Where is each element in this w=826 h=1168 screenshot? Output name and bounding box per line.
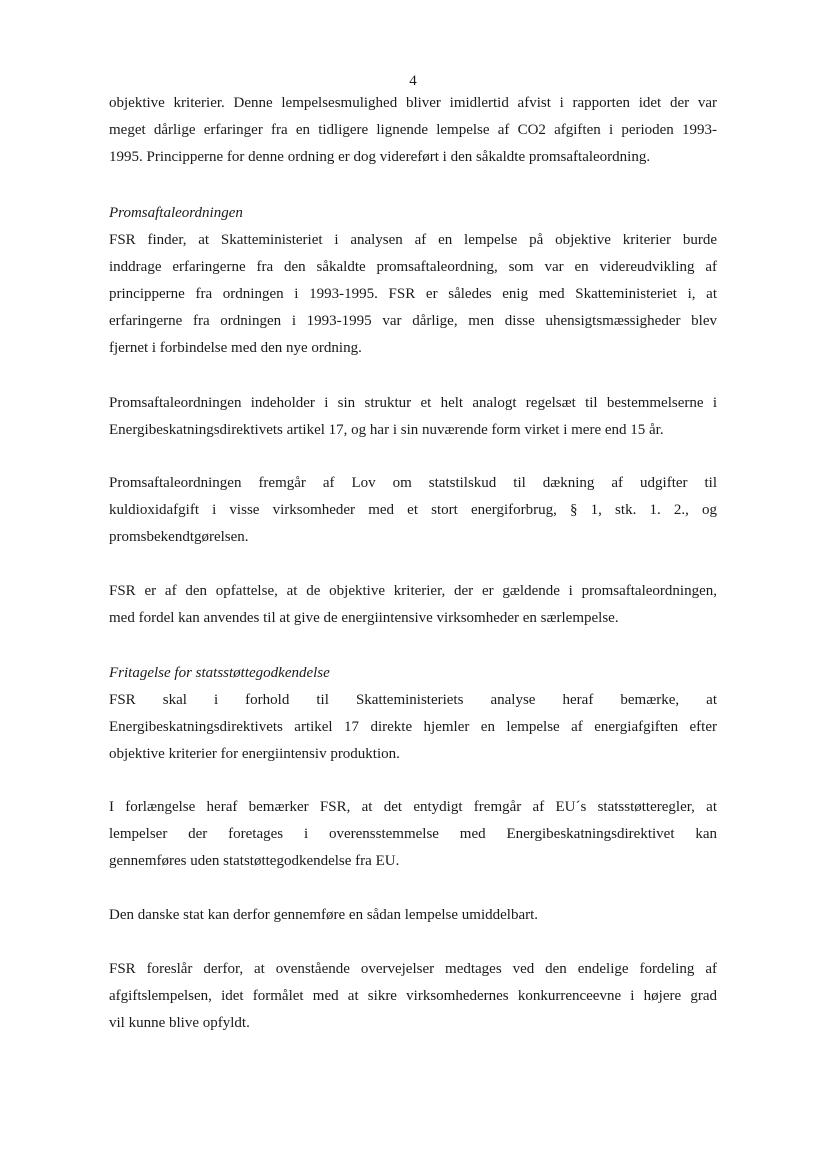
paragraph-5 (109, 578, 717, 632)
paragraph-line: principperne fra ordningen i 1993-1995. FSR er således enig med Skatteministeriet i, at (109, 286, 717, 302)
paragraph-1 (109, 90, 717, 171)
paragraph-line: Promsaftaleordningen indeholder i sin struktur et helt analogt regelsæt til bestemmelserne i (109, 395, 717, 411)
paragraph-line: gennemføres uden statstøttegodkendelse fra EU. (109, 853, 400, 869)
paragraph-line: meget dårlige erfaringer fra en tidligere lignende lempelse af CO2 afgiften i perioden 1993- (109, 122, 717, 138)
paragraph-line: 1995. Principperne for denne ordning er dog videreført i den såkaldte promsaftaleordning. (109, 149, 651, 165)
paragraph-line: Energibeskatningsdirektivets artikel 17, og har i sin nuværende form virket i mere end 15 år. (109, 422, 664, 438)
paragraph-8 (109, 902, 717, 929)
paragraph-line: lempelser der foretages i overensstemmelse med Energibeskatningsdirektivet kan (109, 826, 717, 842)
paragraph-line: med fordel kan anvendes til at give de energiintensive virksomheder en særlempelse. (109, 610, 619, 626)
paragraph-6 (109, 687, 717, 768)
paragraph-line: objektive kriterier. Denne lempelsesmulighed bliver imidlertid afvist i rapporten idet der var (109, 95, 717, 111)
paragraph-9 (109, 956, 717, 1037)
paragraph-2 (109, 227, 717, 362)
paragraph-line: FSR er af den opfattelse, at de objektive kriterier, der er gældende i promsaftaleordningen, (109, 583, 717, 599)
paragraph-line: vil kunne blive opfyldt. (109, 1015, 250, 1031)
paragraph-line: fjernet i forbindelse med den nye ordning. (109, 340, 362, 356)
paragraph-4 (109, 470, 717, 551)
paragraph-line: objektive kriterier for energiintensiv produktion. (109, 746, 400, 762)
paragraph-line: Den danske stat kan derfor gennemføre en sådan lempelse umiddelbart. (109, 907, 539, 923)
paragraph-line: erfaringerne fra ordningen i 1993-1995 var dårlige, men disse uhensigtsmæssigheder blev (109, 313, 717, 329)
paragraph-line: FSR foreslår derfor, at ovenstående overvejelser medtages ved den endelige fordeling af (109, 961, 717, 977)
paragraph-line: FSR skal i forhold til Skatteministeriets analyse heraf bemærke, at (109, 692, 717, 708)
page-number: 4 (409, 73, 417, 89)
paragraph-line: afgiftslempelsen, idet formålet med at sikre virksomhedernes konkurrenceevne i højere grad (109, 988, 717, 1004)
paragraph-3 (109, 390, 717, 444)
section-heading-promsaftaleordningen: Promsaftaleordningen (109, 205, 243, 221)
paragraph-line: I forlængelse heraf bemærker FSR, at det entydigt fremgår af EU´s statsstøtteregler, at (109, 799, 717, 815)
section-heading-fritagelse: Fritagelse for statsstøttegodkendelse (109, 665, 330, 681)
paragraph-line: promsbekendtgørelsen. (109, 529, 249, 545)
paragraph-line: Promsaftaleordningen fremgår af Lov om statstilskud til dækning af udgifter til (109, 475, 717, 491)
paragraph-line: inddrage erfaringerne fra den såkaldte promsaftaleordning, som var en videreudvikling af (109, 259, 717, 275)
paragraph-line: Energibeskatningsdirektivets artikel 17 direkte hjemler en lempelse af energiafgiften efter (109, 719, 717, 735)
paragraph-line: kuldioxidafgift i visse virksomheder med et stort energiforbrug, § 1, stk. 1. 2., og (109, 502, 717, 518)
paragraph-7 (109, 794, 717, 875)
paragraph-line: FSR finder, at Skatteministeriet i analysen af en lempelse på objektive kriterier burde (109, 232, 717, 248)
